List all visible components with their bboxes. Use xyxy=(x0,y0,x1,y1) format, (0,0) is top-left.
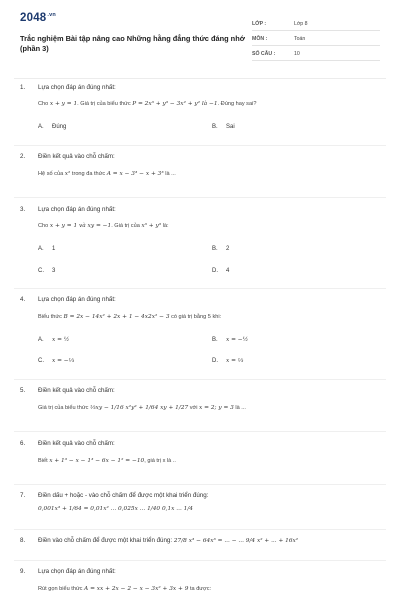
meta-label: MÔN : xyxy=(252,36,268,42)
fill-blank: là ... xyxy=(233,405,246,411)
body-text: là: xyxy=(161,223,169,229)
brand-logo[interactable] xyxy=(20,12,56,24)
answer-option-d[interactable] xyxy=(212,358,243,364)
answer-option-b[interactable] xyxy=(212,246,229,252)
meta-row-subject xyxy=(252,31,380,46)
body-text: với xyxy=(188,405,200,411)
option-key: B. xyxy=(212,246,218,252)
question-number: 1. xyxy=(20,84,26,91)
meta-row-count xyxy=(252,46,380,61)
answer-option-a[interactable] xyxy=(38,337,69,343)
answer-option-c[interactable] xyxy=(38,358,74,364)
body-text: Giá trị của biểu thức xyxy=(38,405,90,411)
question-6 xyxy=(18,440,378,464)
answer-option-a[interactable] xyxy=(38,124,66,130)
option-text: Đúng xyxy=(52,124,67,130)
option-text: 3 xyxy=(52,268,56,274)
question-body xyxy=(38,223,169,229)
option-text: 2 xyxy=(226,246,230,252)
option-key: A. xyxy=(38,246,44,252)
question-number: 5. xyxy=(20,387,26,394)
math-expression[interactable]: 27/8 x³ − 64x³ = ... − ... 9/4 x² + ... + 16x² xyxy=(173,538,299,544)
question-4 xyxy=(18,296,378,364)
body-text: . Giá trị của xyxy=(111,223,142,229)
math-expression: x = 2; y = 3 xyxy=(199,405,234,411)
math-expression: B = 2x − 14x² + 2x + 1 − 4x2x² − 3 xyxy=(63,314,170,320)
option-key: C. xyxy=(38,358,44,364)
meta-value: Lớp 8 xyxy=(294,21,308,27)
math-expression: x³ + y³ xyxy=(141,223,162,229)
option-text: x = ½ xyxy=(52,337,70,343)
meta-value: Toán xyxy=(294,36,306,42)
worksheet-header xyxy=(18,10,388,80)
answer-option-b[interactable] xyxy=(212,124,235,130)
option-text: 4 xyxy=(226,268,230,274)
question-number: 6. xyxy=(20,440,26,447)
question-8 xyxy=(18,537,378,547)
option-key: A. xyxy=(38,124,44,130)
question-separator xyxy=(14,288,386,289)
question-body[interactable] xyxy=(38,458,176,464)
question-9 xyxy=(18,568,378,592)
question-prompt: Điền kết quả vào chỗ chấm: xyxy=(38,153,115,160)
math-expression: A = xx + 2x − 2 − x − 3x² + 3x + 9 xyxy=(84,586,189,592)
body-text: trong đa thức xyxy=(70,171,107,177)
option-key: B. xyxy=(212,124,218,130)
question-number: 3. xyxy=(20,206,26,213)
option-key: A. xyxy=(38,337,44,343)
meta-value: 10 xyxy=(294,51,300,57)
math-expression: A = x − 3³ − x + 3³ xyxy=(106,171,164,177)
question-separator xyxy=(14,529,386,530)
body-text: có giá trị bằng 5 khi: xyxy=(169,314,222,320)
math-expression: 0,001x³ + 1/64 = 0,01x² ... 0,025x ... 1/40 0,1x ... 1/4 xyxy=(38,506,193,512)
math-expression: x² xyxy=(64,171,71,177)
math-expression: x + y = 1 và xy = −1 xyxy=(49,223,112,229)
body-text: Hệ số của xyxy=(38,171,65,177)
brand-name: 2048 xyxy=(20,12,47,24)
meta-label: LỚP : xyxy=(252,21,267,27)
question-number: 9. xyxy=(20,568,26,575)
question-1 xyxy=(18,84,378,130)
body-text: Biết xyxy=(38,458,50,464)
math-expression: x + 1³ − x − 1³ − 6x − 1² = −10 xyxy=(49,458,145,464)
question-separator xyxy=(14,431,386,432)
question-number: 7. xyxy=(20,492,26,499)
question-5 xyxy=(18,387,378,411)
question-number: 2. xyxy=(20,153,26,160)
question-7 xyxy=(18,492,378,512)
body-text: Cho xyxy=(38,101,50,107)
question-separator xyxy=(14,379,386,380)
question-prompt xyxy=(38,537,298,544)
question-prompt: Điền kết quả vào chỗ chấm: xyxy=(38,387,115,394)
question-prompt: Lựa chọn đáp án đúng nhất: xyxy=(38,568,116,575)
question-separator xyxy=(14,560,386,561)
question-separator xyxy=(14,484,386,485)
body-text: Biểu thức xyxy=(38,314,64,320)
body-text: ta được: xyxy=(188,586,212,592)
question-number: 8. xyxy=(20,537,26,544)
question-number: 4. xyxy=(20,296,26,303)
question-prompt: Điền dấu + hoặc - vào chỗ chấm để được một khai triển đúng: xyxy=(38,492,209,499)
body-text: Rút gọn biểu thức xyxy=(38,586,85,592)
math-expression: x + y = 1 xyxy=(49,101,78,107)
option-text: Sai xyxy=(226,124,235,130)
option-text: x = −⅓ xyxy=(52,358,75,364)
question-prompt: Lựa chọn đáp án đúng nhất: xyxy=(38,84,116,91)
meta-row-class xyxy=(252,16,380,31)
fill-blank: , giá trị x là .. xyxy=(144,458,176,464)
option-key: C. xyxy=(38,268,44,274)
math-expression: P = 2x³ + y³ − 3x² + y² là −1 xyxy=(132,101,218,107)
brand-suffix: .vn xyxy=(47,12,56,19)
question-body[interactable] xyxy=(38,171,176,177)
option-text: x = −½ xyxy=(226,337,249,343)
prompt-text: Điền vào chỗ chấm để được một khai triển đúng: xyxy=(38,537,173,544)
question-prompt: Lựa chọn đáp án đúng nhất: xyxy=(38,296,116,303)
question-prompt: Điền kết quả vào chỗ chấm: xyxy=(38,440,115,447)
option-key: B. xyxy=(212,337,218,343)
question-body[interactable] xyxy=(38,405,246,411)
option-key: D. xyxy=(212,358,218,364)
question-prompt: Lựa chọn đáp án đúng nhất: xyxy=(38,206,116,213)
answer-option-c[interactable] xyxy=(38,268,55,274)
option-text: 1 xyxy=(52,246,56,252)
question-separator xyxy=(14,145,386,146)
option-text: x = ⅓ xyxy=(226,358,244,364)
page-title: Trắc nghiệm Bài tập nâng cao Những hằng đẳng thức đáng nhớ (phần 3) xyxy=(20,34,245,53)
question-body[interactable] xyxy=(38,506,193,512)
body-text: . Giá trị của biểu thức xyxy=(77,101,133,107)
fill-blank: là ... xyxy=(163,171,176,177)
answer-option-d[interactable] xyxy=(212,268,229,274)
question-3 xyxy=(18,206,378,274)
question-separator xyxy=(14,197,386,198)
header-divider xyxy=(14,78,386,79)
question-body xyxy=(38,586,211,592)
answer-option-a[interactable] xyxy=(38,246,55,252)
question-body xyxy=(38,314,221,320)
question-2 xyxy=(18,153,378,177)
question-body xyxy=(38,101,256,107)
math-expression: ⅓xy − 1/16 x²y² + 1/64 xy + 1/27 xyxy=(89,405,189,411)
option-key: D. xyxy=(212,268,218,274)
worksheet-meta xyxy=(252,16,380,61)
meta-label: SỐ CÂU : xyxy=(252,51,276,57)
body-text: Cho xyxy=(38,223,50,229)
answer-option-b[interactable] xyxy=(212,337,248,343)
body-text: . Đúng hay sai? xyxy=(217,101,257,107)
